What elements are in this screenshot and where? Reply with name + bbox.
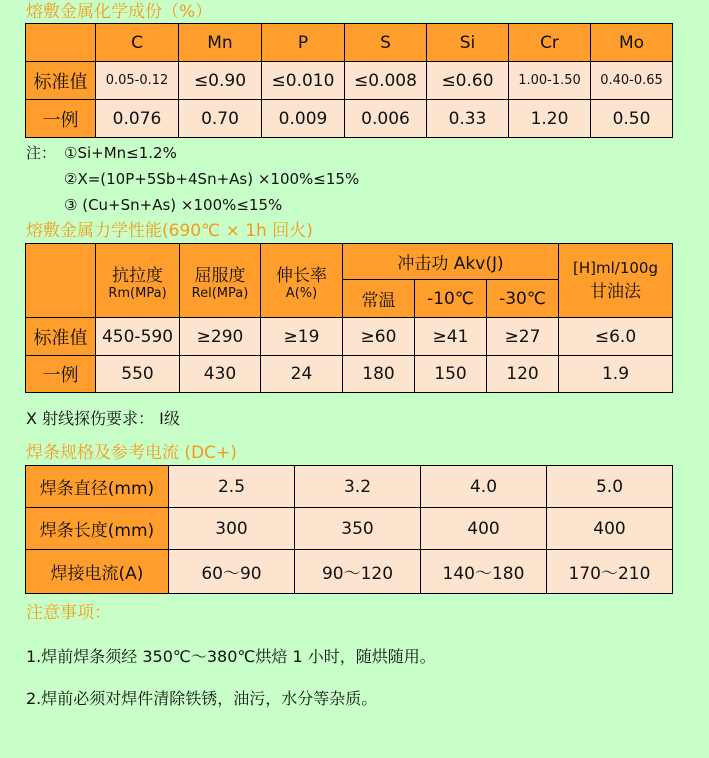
chem-corner <box>26 24 96 62</box>
spec-diameter-3: 4.0 <box>421 466 547 508</box>
mech-standard-label: 标准值 <box>26 318 96 356</box>
chem-example-si: 0.33 <box>427 100 509 138</box>
spec-diameter-1: 2.5 <box>169 466 295 508</box>
mech-standard-yield: ≥290 <box>180 318 261 356</box>
mech-standard-elong: ≥19 <box>261 318 343 356</box>
attention-item-1: 1.焊前焊条须经 350℃～380℃烘焙 1 小时，随烘随用。 <box>26 647 436 666</box>
spec-current-4: 170～210 <box>547 550 673 594</box>
mech-elong-name: 伸长率 <box>276 265 327 286</box>
attention-title: 注意事项： <box>26 603 111 623</box>
chem-header-s: S <box>345 24 427 62</box>
mech-standard-room: ≥60 <box>343 318 415 356</box>
mech-header-yield <box>180 244 261 318</box>
mech-yield-name: 屈服度 <box>194 265 246 286</box>
note-line-1: ①Si+Mn≤1.2% <box>64 144 177 162</box>
chem-header-c: C <box>96 24 179 62</box>
mech-header-impact: 冲击功 Akv(J) <box>343 244 559 280</box>
chem-standard-cr: 1.00-1.50 <box>509 62 591 100</box>
mech-corner <box>26 244 96 318</box>
mech-example-hydrogen: 1.9 <box>559 356 673 393</box>
mech-impact-room: 常温 <box>343 280 415 318</box>
spec-diameter-4: 5.0 <box>547 466 673 508</box>
mech-tensile-name: 抗拉度 <box>112 265 163 286</box>
mech-example-minus30: 120 <box>487 356 559 393</box>
spec-length-2: 350 <box>295 508 421 550</box>
mech-header-elong <box>261 244 343 318</box>
chem-standard-p: ≤0.010 <box>262 62 345 100</box>
mech-hydrogen-name: [H]ml/100g <box>573 259 658 277</box>
chem-title: 熔敷金属化学成份（%） <box>26 2 213 22</box>
chem-header-cr: Cr <box>509 24 591 62</box>
xray-requirement: X 射线探伤要求： Ⅰ级 <box>26 409 180 428</box>
chem-standard-c: 0.05-0.12 <box>96 62 179 100</box>
notes-prefix: 注： <box>26 144 57 162</box>
mech-example-tensile: 550 <box>96 356 180 393</box>
spec-table <box>25 465 673 594</box>
spec-current-2: 90～120 <box>295 550 421 594</box>
chem-example-cr: 1.20 <box>509 100 591 138</box>
spec-length-3: 400 <box>421 508 547 550</box>
mech-header-hydrogen <box>559 244 673 318</box>
chem-standard-mo: 0.40-0.65 <box>591 62 673 100</box>
mech-header-tensile <box>96 244 180 318</box>
mech-title: 熔敷金属力学性能(690℃ × 1h 回火) <box>26 221 313 241</box>
spec-row-length-label: 焊条长度(mm) <box>26 508 169 550</box>
mech-example-minus10: 150 <box>415 356 487 393</box>
spec-length-4: 400 <box>547 508 673 550</box>
attention-item-2: 2.焊前必须对焊件清除铁锈，油污，水分等杂质。 <box>26 689 378 708</box>
note-line-3: ③ (Cu+Sn+As) ×100%≤15% <box>64 196 283 214</box>
chem-header-mo: Mo <box>591 24 673 62</box>
mech-tensile-unit: Rm(MPa) <box>108 285 167 301</box>
chem-example-label: 一例 <box>26 100 96 138</box>
note-line-2: ②X=(10P+5Sb+4Sn+As) ×100%≤15% <box>64 170 360 188</box>
chem-standard-s: ≤0.008 <box>345 62 427 100</box>
spec-current-1: 60～90 <box>169 550 295 594</box>
spec-diameter-2: 3.2 <box>295 466 421 508</box>
mech-example-room: 180 <box>343 356 415 393</box>
chem-example-c: 0.076 <box>96 100 179 138</box>
chem-header-si: Si <box>427 24 509 62</box>
spec-row-current-label: 焊接电流(A) <box>26 550 169 594</box>
mech-impact-minus10: -10℃ <box>415 280 487 318</box>
chem-standard-si: ≤0.60 <box>427 62 509 100</box>
mech-standard-tensile: 450-590 <box>96 318 180 356</box>
chem-example-s: 0.006 <box>345 100 427 138</box>
mech-yield-unit: Rel(MPa) <box>191 285 249 301</box>
spec-title: 焊条规格及参考电流 (DC+) <box>26 443 237 463</box>
spec-current-3: 140～180 <box>421 550 547 594</box>
spec-row-diameter-label: 焊条直径(mm) <box>26 466 169 508</box>
chem-example-mn: 0.70 <box>179 100 262 138</box>
mech-example-elong: 24 <box>261 356 343 393</box>
chem-example-p: 0.009 <box>262 100 345 138</box>
chem-example-mo: 0.50 <box>591 100 673 138</box>
mech-example-yield: 430 <box>180 356 261 393</box>
mech-standard-minus10: ≥41 <box>415 318 487 356</box>
mech-example-label: 一例 <box>26 356 96 393</box>
mech-table <box>25 243 673 393</box>
spec-length-1: 300 <box>169 508 295 550</box>
chem-standard-label: 标准值 <box>26 62 96 100</box>
chem-header-p: P <box>262 24 345 62</box>
chem-table <box>25 23 673 138</box>
mech-impact-minus30: -30℃ <box>487 280 559 318</box>
chem-header-mn: Mn <box>179 24 262 62</box>
mech-hydrogen-method: 甘油法 <box>590 282 642 302</box>
mech-standard-minus30: ≥27 <box>487 318 559 356</box>
mech-elong-unit: A(%) <box>285 285 318 301</box>
chem-standard-mn: ≤0.90 <box>179 62 262 100</box>
mech-standard-hydrogen: ≤6.0 <box>559 318 673 356</box>
